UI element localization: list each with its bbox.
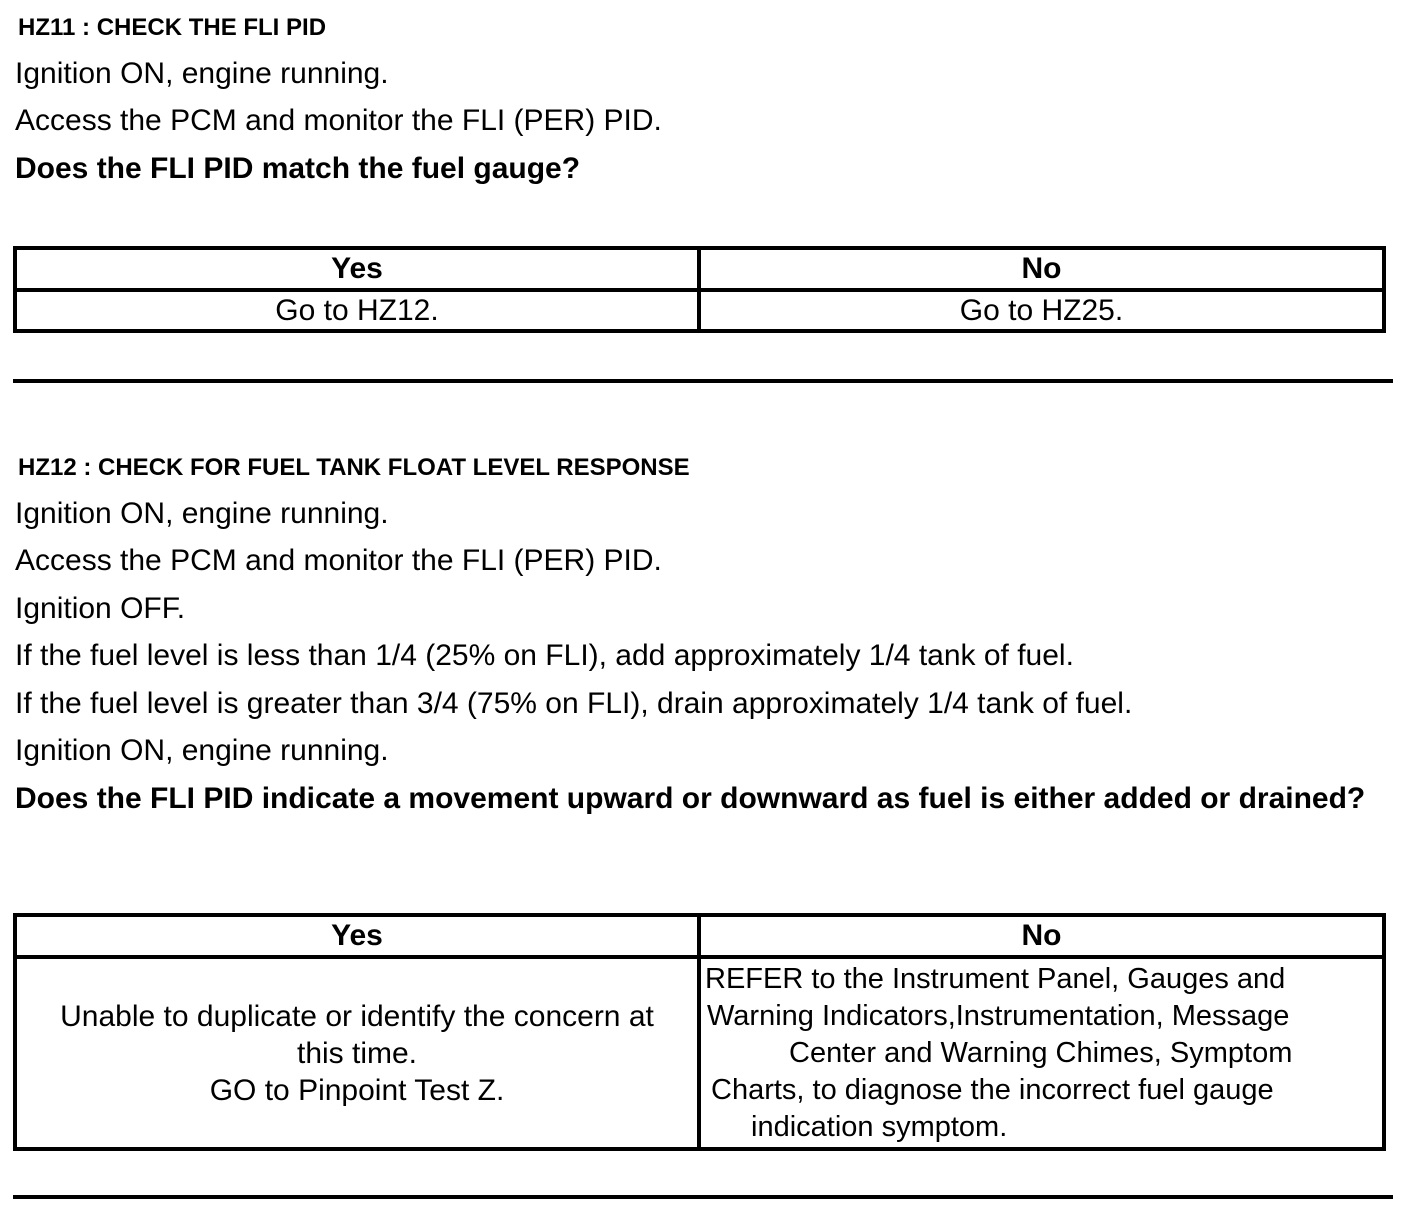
hz11-heading: HZ11 : CHECK THE FLI PID (18, 14, 327, 41)
hz11-header-row (15, 248, 1384, 290)
hz11-yes-action: Go to HZ12. (15, 290, 699, 331)
hz12-step-4: If the fuel level is less than 1/4 (25% on FLI), add approximately 1/4 tank of fuel. (15, 639, 1074, 672)
hz11-no-header: No (699, 248, 1384, 290)
hz12-heading: HZ12 : CHECK FOR FUEL TANK FLOAT LEVEL RESPONSE (18, 454, 690, 481)
hz11-step-1: Ignition ON, engine running. (15, 57, 389, 90)
hz12-no-action (699, 957, 1384, 1149)
hz12-no-action-line-3: Center and Warning Chimes, Symptom (789, 1036, 1293, 1069)
hz12-step-1: Ignition ON, engine running. (15, 497, 389, 530)
hz12-no-header: No (699, 915, 1384, 957)
hz12-question: Does the FLI PID indicate a movement upward or downward as fuel is either added or drained? (15, 782, 1366, 815)
section-divider-1 (13, 379, 1393, 383)
hz12-yes-action-line-2: this time. (296, 1036, 418, 1070)
hz12-no-action-line-1: REFER to the Instrument Panel, Gauges and (705, 962, 1286, 995)
hz12-step-6: Ignition ON, engine running. (15, 734, 389, 767)
hz12-yes-action-line-3: GO to Pinpoint Test Z. (209, 1073, 505, 1107)
hz12-action-row (15, 957, 1384, 1149)
hz11-answer-table (13, 246, 1386, 333)
section-divider-2 (13, 1195, 1393, 1199)
hz11-question: Does the FLI PID match the fuel gauge? (15, 152, 581, 185)
hz12-step-3: Ignition OFF. (15, 592, 186, 625)
hz12-yes-action (15, 957, 699, 1149)
hz12-no-action-line-5: indication symptom. (751, 1110, 1008, 1143)
hz12-no-action-line-2: Warning Indicators,Instrumentation, Message (707, 999, 1290, 1032)
hz11-yes-header: Yes (15, 248, 699, 290)
hz12-answer-table (13, 913, 1386, 1151)
hz12-no-action-line-4: Charts, to diagnose the incorrect fuel gauge (711, 1073, 1274, 1106)
hz11-no-action: Go to HZ25. (699, 290, 1384, 331)
hz11-step-2: Access the PCM and monitor the FLI (PER) PID. (15, 104, 662, 137)
hz12-step-2: Access the PCM and monitor the FLI (PER) PID. (15, 544, 662, 577)
hz12-step-5: If the fuel level is greater than 3/4 (75% on FLI), drain approximately 1/4 tank of fuel. (15, 687, 1133, 720)
hz11-action-row (15, 290, 1384, 331)
hz12-header-row (15, 915, 1384, 957)
hz12-yes-action-line-1: Unable to duplicate or identify the concern at (60, 999, 654, 1033)
hz12-yes-header: Yes (15, 915, 699, 957)
